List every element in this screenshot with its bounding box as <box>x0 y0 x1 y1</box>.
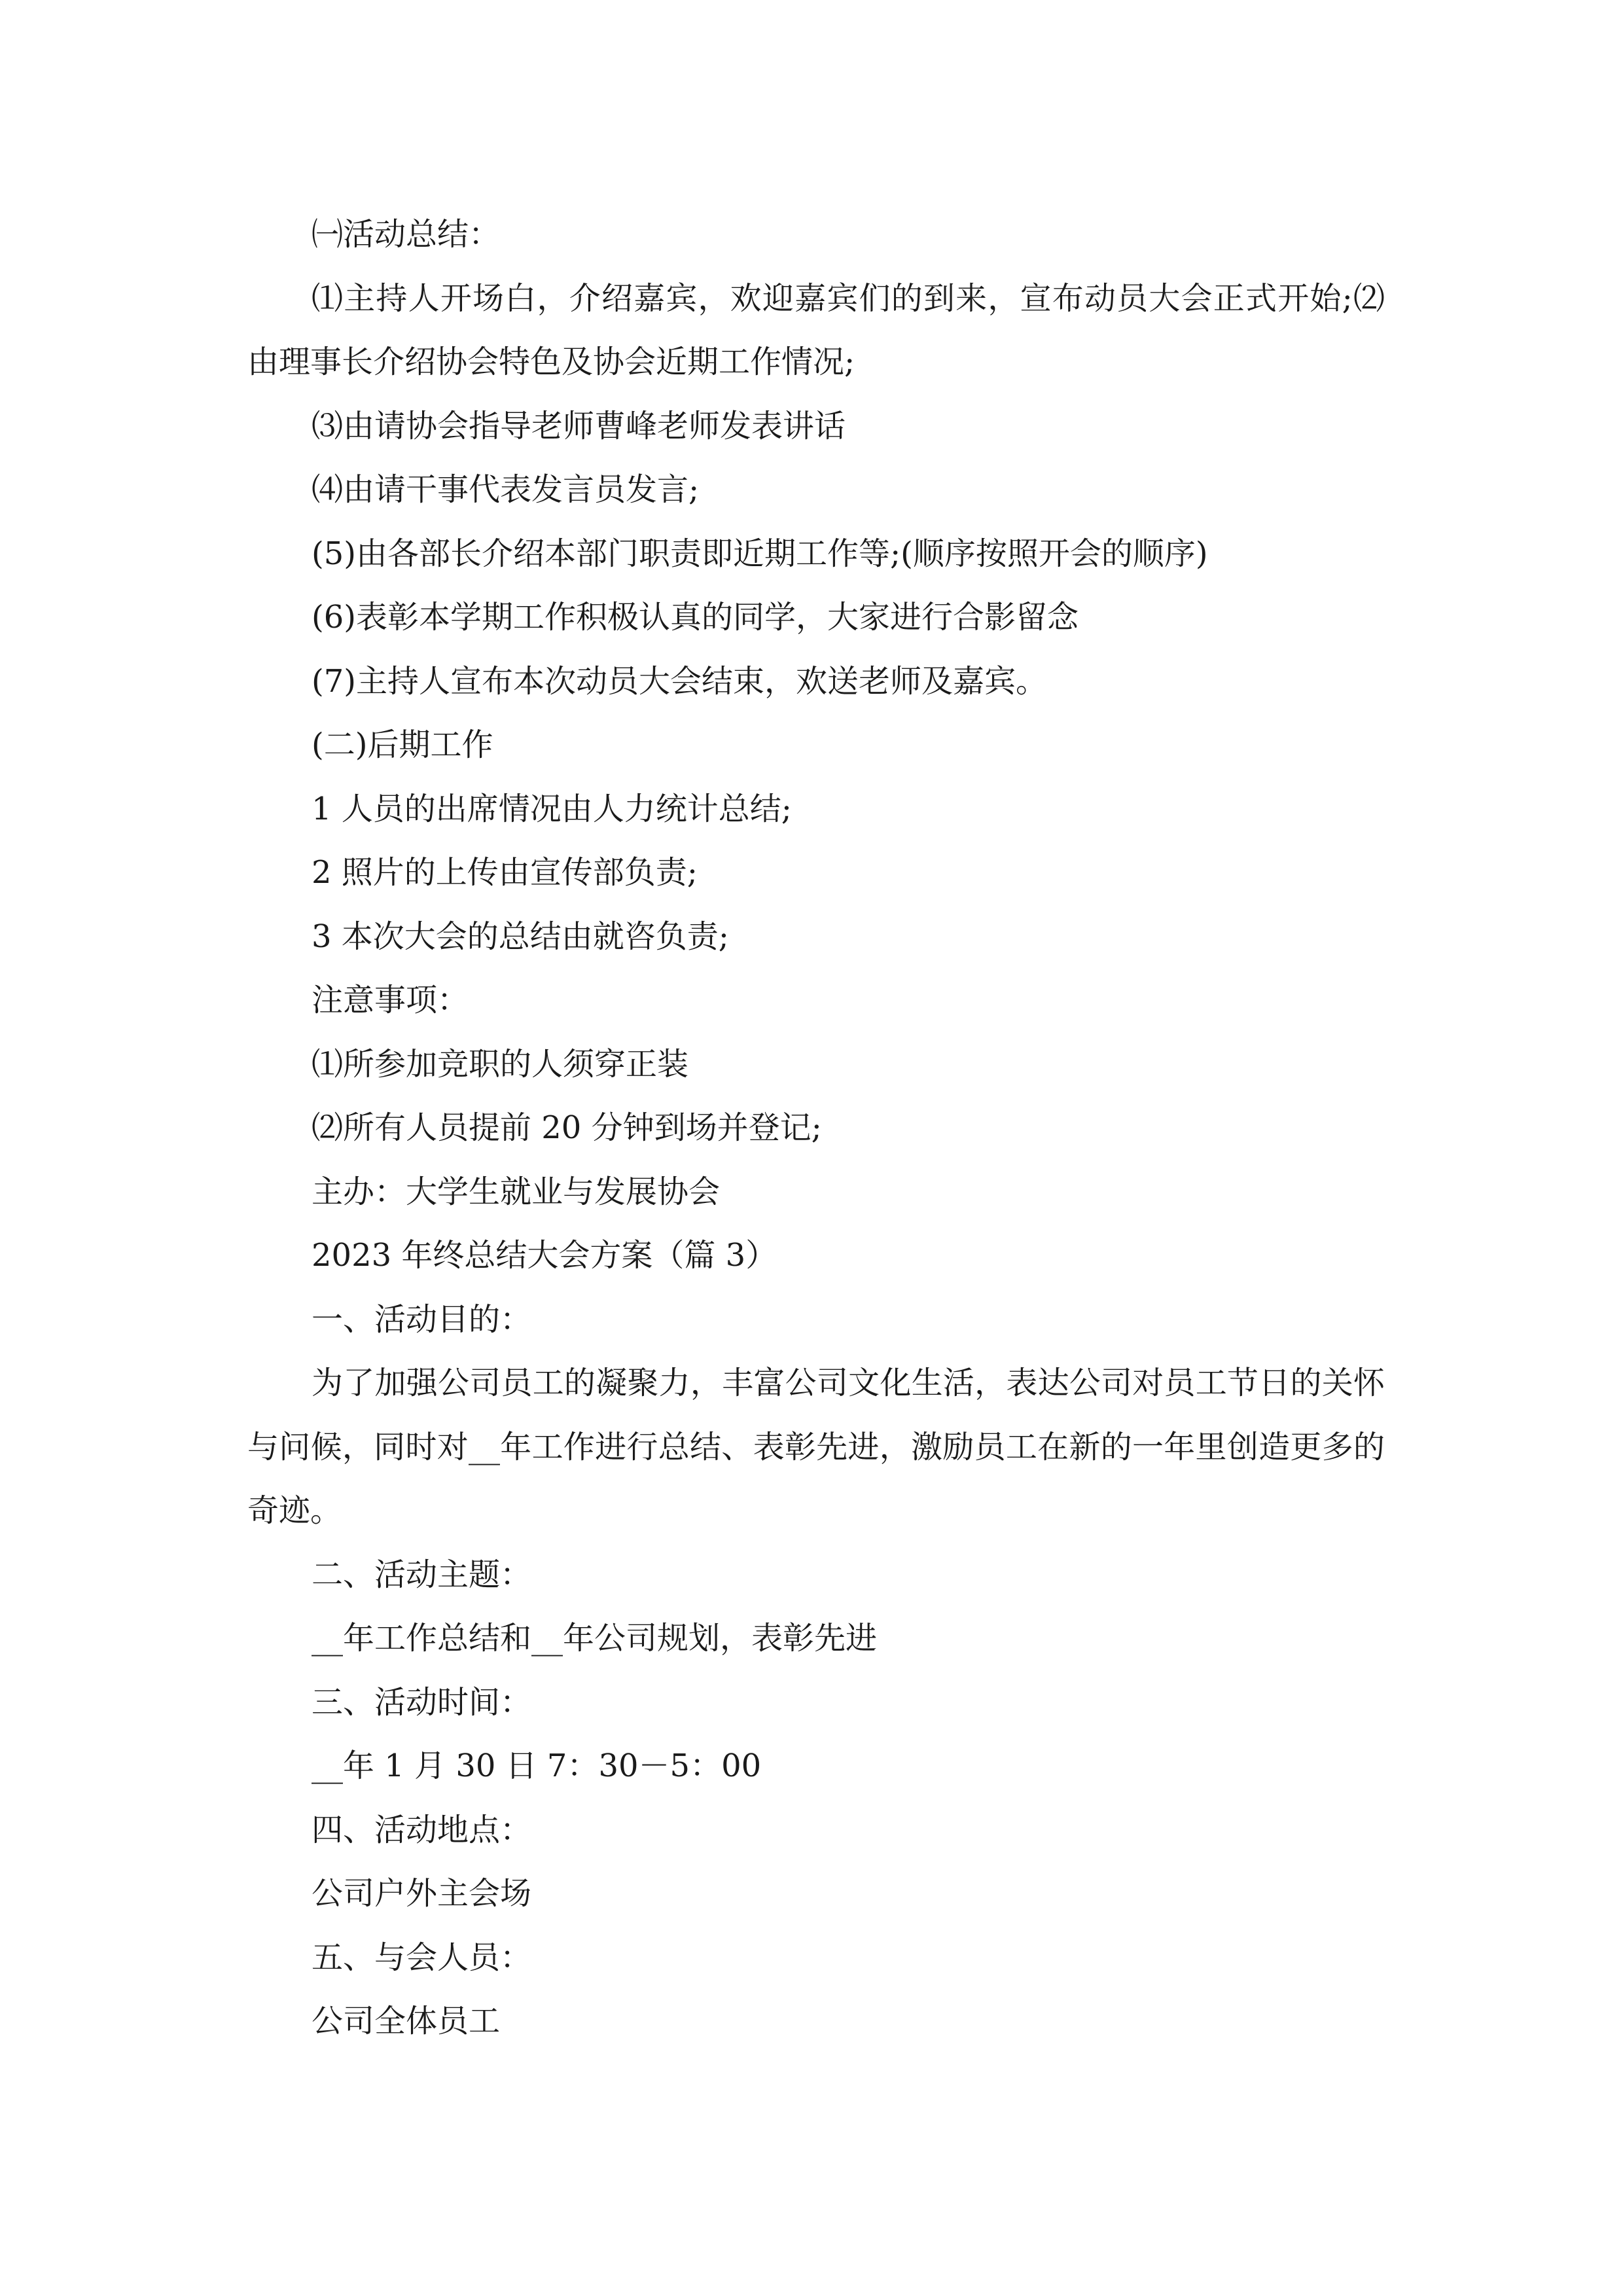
host-line: 主办：大学生就业与发展协会 <box>312 1173 721 1210</box>
document-body <box>247 203 1385 2054</box>
theme-text: __年工作总结和__年公司规划，表彰先进 <box>312 1620 878 1657</box>
list-item: (6)表彰本学期工作积极认真的同学，大家进行合影留念 <box>312 599 1079 636</box>
list-item: ⑷由请干事代表发言员发言; <box>312 471 700 508</box>
section-heading-notes: 注意事项： <box>312 982 469 1018</box>
paragraph-opening-items: ⑴主持人开场白，介绍嘉宾，欢迎嘉宾们的到来，宣布动员大会正式开始;⑵由理事长介绍协会特色及协会近期工作情况; <box>247 279 1385 380</box>
paragraph-purpose: 为了加强公司员工的凝聚力，丰富公司文化生活，表达公司对员工节日的关怀与问候，同时对__年工作进行总结、表彰先进，激励员工在新的一年里创造更多的奇迹。 <box>247 1365 1385 1529</box>
place-text: 公司户外主会场 <box>312 1875 532 1912</box>
list-item: ⑵所有人员提前 20 分钟到场并登记; <box>312 1109 822 1146</box>
list-item: 1 人员的出席情况由人力统计总结; <box>312 790 792 827</box>
time-text: __年 1 月 30 日 7：30－5：00 <box>312 1748 762 1784</box>
section-heading-theme: 二、活动主题： <box>312 1556 532 1593</box>
section-heading-place: 四、活动地点： <box>312 1811 532 1848</box>
section-heading-time: 三、活动时间： <box>312 1683 532 1721</box>
section-heading-activity-summary: ㈠活动总结： <box>312 216 501 253</box>
list-item: (7)主持人宣布本次动员大会结束，欢送老师及嘉宾。 <box>312 662 1047 700</box>
section-heading-attendees: 五、与会人员： <box>312 1939 532 1976</box>
list-item: 3 本次大会的总结由就咨负责; <box>312 918 729 955</box>
list-item: 2 照片的上传由宣传部负责; <box>312 854 698 891</box>
plan-title: 2023 年终总结大会方案（篇 3） <box>312 1237 777 1274</box>
list-item: ⑶由请协会指导老师曹峰老师发表讲话 <box>312 407 846 444</box>
list-item: ⑴所参加竞职的人须穿正装 <box>312 1045 689 1083</box>
list-item: (5)由各部长介绍本部门职责即近期工作等;(顺序按照开会的顺序) <box>312 535 1208 572</box>
section-heading-purpose: 一、活动目的： <box>312 1300 532 1338</box>
attendees-text: 公司全体员工 <box>312 2003 501 2039</box>
section-heading-follow-up: (二)后期工作 <box>312 726 493 763</box>
